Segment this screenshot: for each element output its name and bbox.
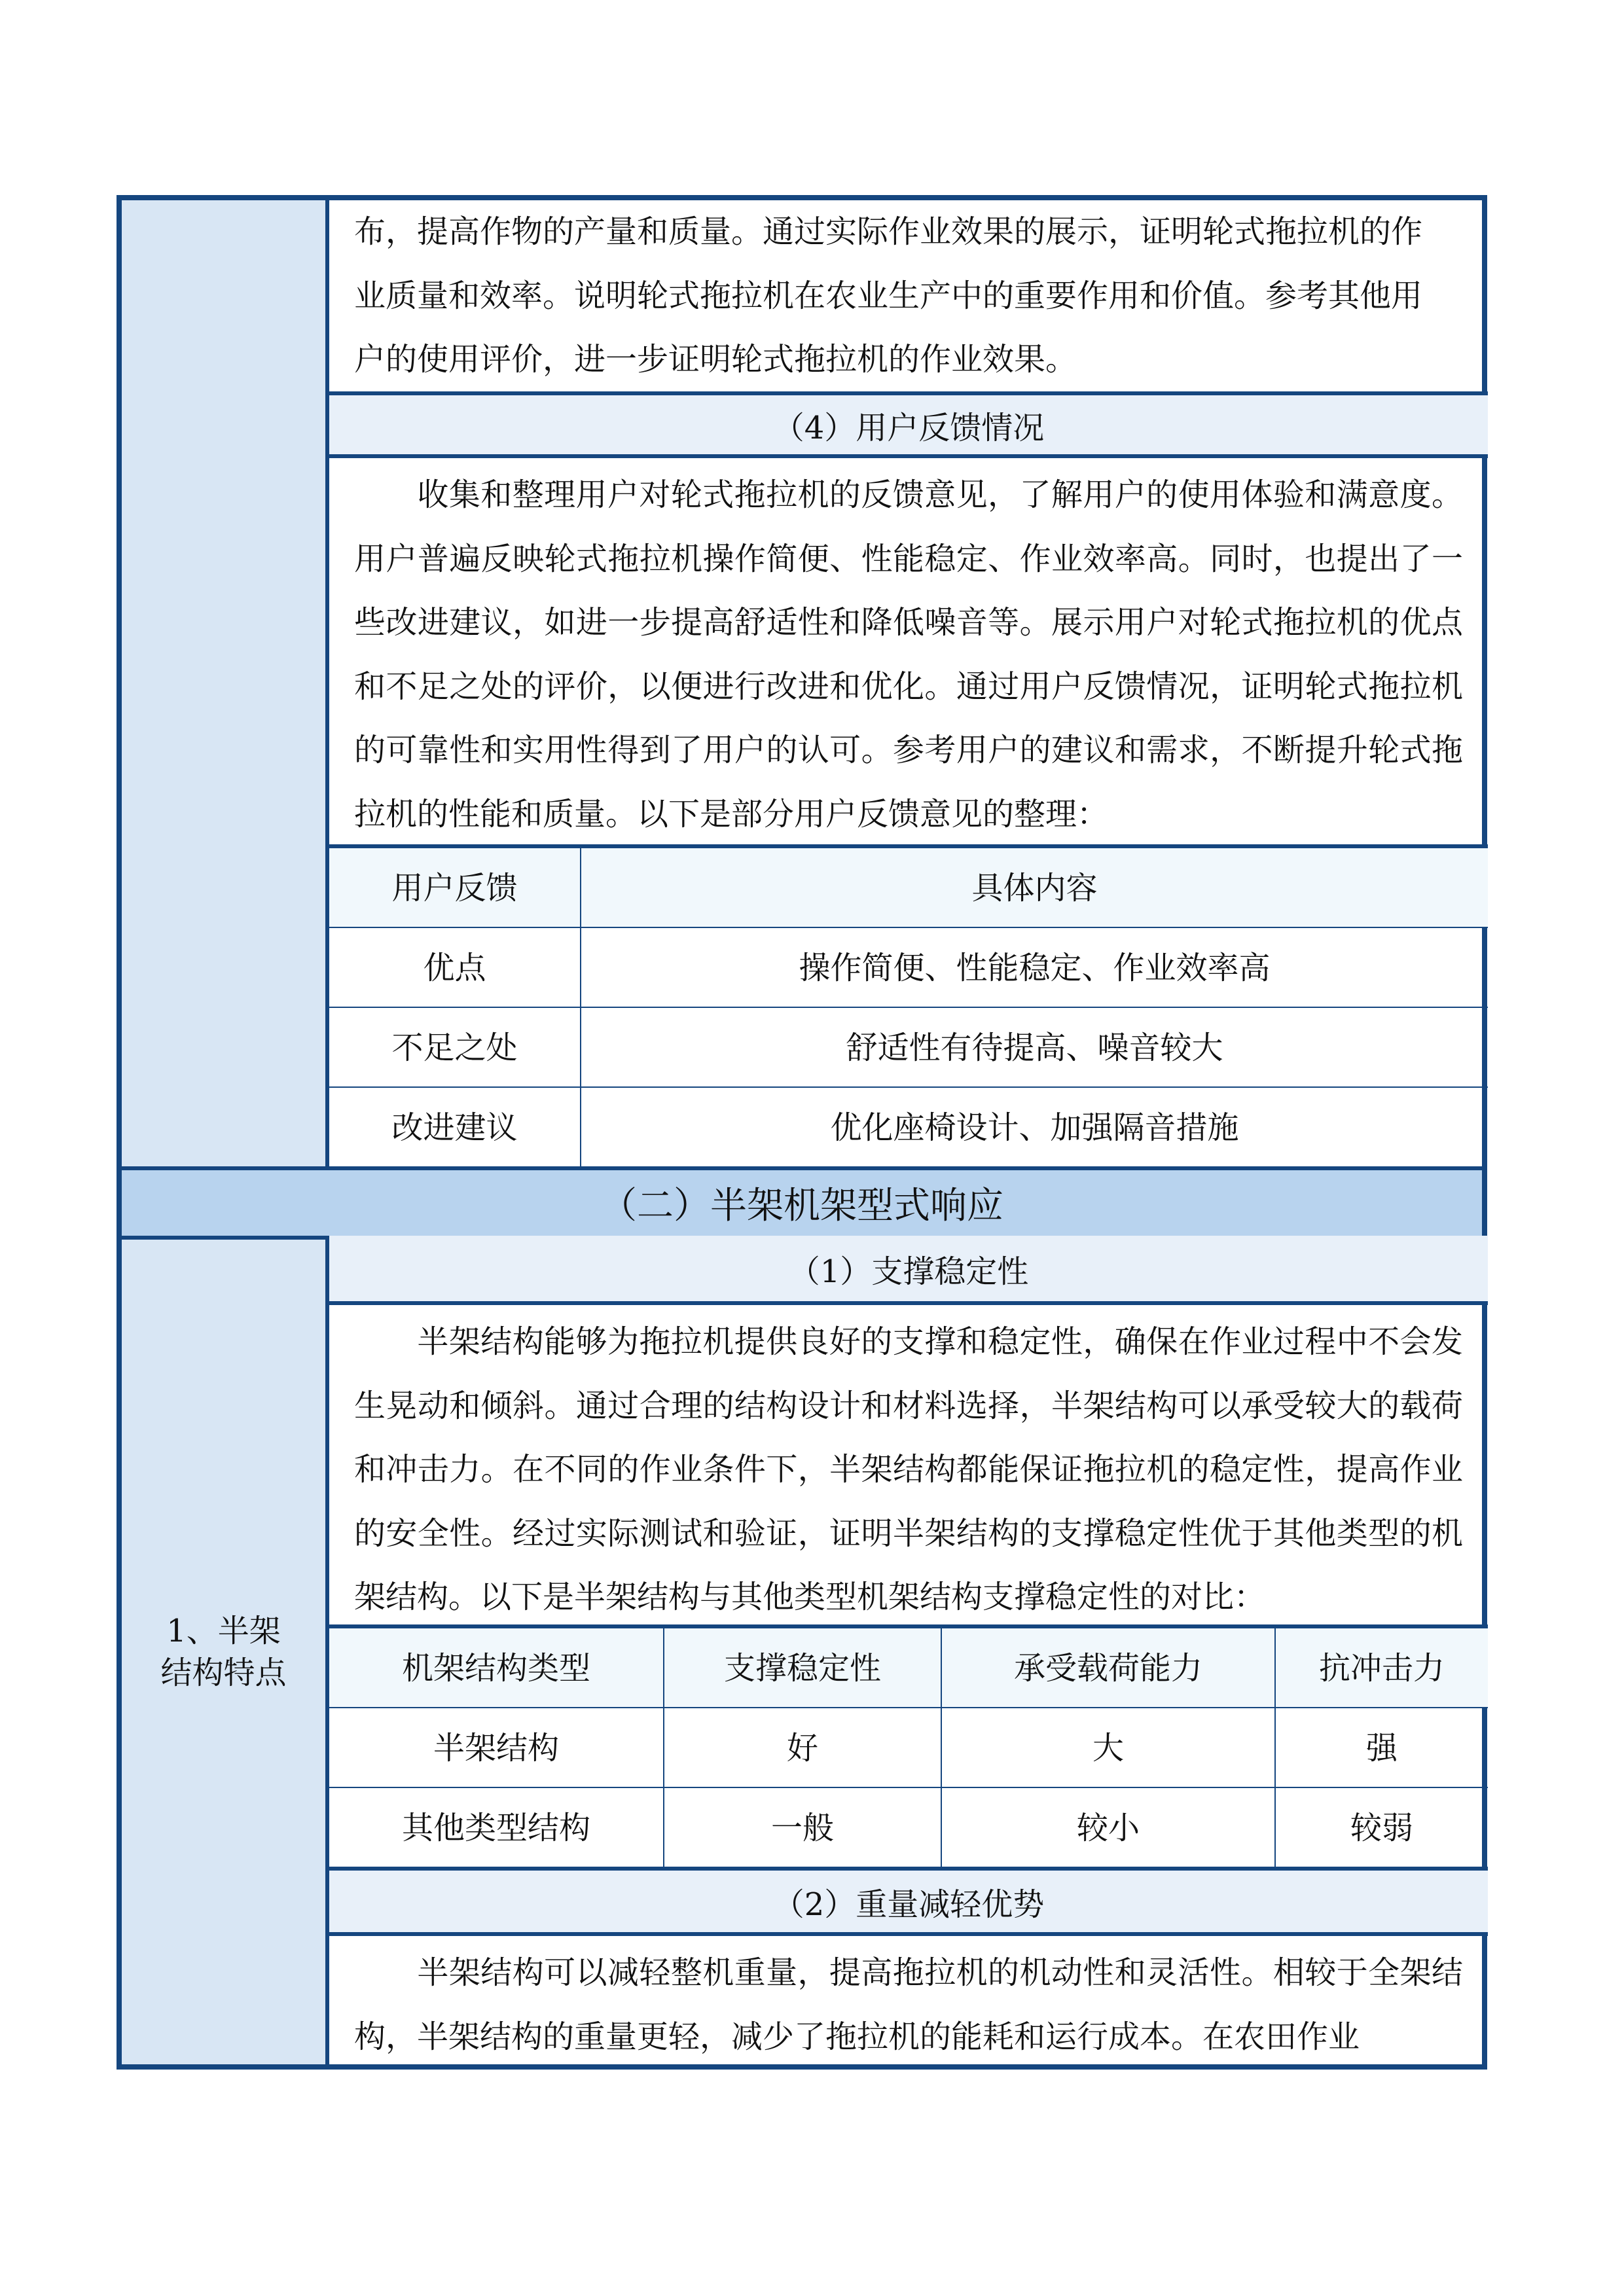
table-cell: 操作简便、性能稳定、作业效率高 — [581, 927, 1488, 1007]
paragraph-text: 半架结构可以减轻整机重量，提高拖拉机的机动性和灵活性。相较于全架结构，半架结构的重量更轻，减少了拖拉机的能耗和运行成本。在农田作业 — [354, 1954, 1463, 2055]
table-cell: 好 — [664, 1708, 941, 1787]
subheader-text: （2）重量减轻优势 — [772, 1886, 1045, 1923]
table-header-cell: 承受载荷能力 — [941, 1628, 1275, 1708]
subheader-user-feedback — [329, 391, 1488, 458]
table-cell: 一般 — [664, 1787, 941, 1867]
table-row — [329, 1087, 1488, 1166]
table-cell: 不足之处 — [329, 1007, 581, 1087]
subheader-support-stability — [329, 1236, 1488, 1305]
continued-paragraph — [329, 200, 1488, 391]
table-row — [329, 1787, 1488, 1867]
table-header-cell: 支撑稳定性 — [664, 1628, 941, 1708]
table-header-cell: 具体内容 — [581, 848, 1488, 927]
table-row — [329, 1007, 1488, 1087]
left-column-label — [122, 1240, 329, 2064]
table-header-cell: 用户反馈 — [329, 848, 581, 927]
table-cell: 强 — [1275, 1708, 1488, 1787]
frame-comparison-table — [329, 1628, 1488, 1867]
weight-reduction-paragraph — [329, 1936, 1488, 2064]
paragraph-line: 户的使用评价，进一步证明轮式拖拉机的作业效果。 — [354, 341, 1077, 378]
user-feedback-paragraph — [329, 458, 1488, 844]
table-cell: 其他类型结构 — [329, 1787, 664, 1867]
table-header-cell: 机架结构类型 — [329, 1628, 664, 1708]
table-cell: 优化座椅设计、加强隔音措施 — [581, 1087, 1488, 1166]
user-feedback-table — [329, 848, 1488, 1166]
table-cell: 半架结构 — [329, 1708, 664, 1787]
table-header-row — [329, 1628, 1488, 1708]
left-label-text: 1、半架结构特点 — [160, 1613, 287, 1691]
subheader-weight-reduction — [329, 1867, 1488, 1936]
table-cell: 改进建议 — [329, 1087, 581, 1166]
table-header-row — [329, 848, 1488, 927]
table-row — [329, 927, 1488, 1007]
table-cell: 舒适性有待提高、噪音较大 — [581, 1007, 1488, 1087]
paragraph-text: 半架结构能够为拖拉机提供良好的支撑和稳定性，确保在作业过程中不会发生晃动和倾斜。通过合理的结构设计和材料选择，半架结构可以承受较大的载荷和冲击力。在不同的作业条件下，半架结构都能保证拖拉机的稳定性，提高作业的安全性。经过实际测试和验证，证明半架结构的支撑稳定性优于其他类型的机架结构。以下是半架结构与其他类型机架结构支撑稳定性的对比： — [354, 1323, 1463, 1615]
table-header-cell: 抗冲击力 — [1275, 1628, 1488, 1708]
section-title: （二）半架机架型式响应 — [600, 1185, 1003, 1227]
table-cell: 大 — [941, 1708, 1275, 1787]
section-header — [122, 1166, 1482, 1240]
table-cell: 较小 — [941, 1787, 1275, 1867]
table-cell: 优点 — [329, 927, 581, 1007]
paragraph-text: 收集和整理用户对轮式拖拉机的反馈意见，了解用户的使用体验和满意度。用户普遍反映轮式拖拉机操作简便、性能稳定、作业效率高。同时，也提出了一些改进建议，如进一步提高舒适性和降低噪音等。展示用户对轮式拖拉机的优点和不足之处的评价，以便进行改进和优化。通过用户反馈情况，证明轮式拖拉机的可靠性和实用性得到了用户的认可。参考用户的建议和需求，不断提升轮式拖拉机的性能和质量。以下是部分用户反馈意见的整理： — [354, 476, 1463, 833]
paragraph-line: 布，提高作物的产量和质量。通过实际作业效果的展示，证明轮式拖拉机的作 — [354, 213, 1423, 250]
subheader-text: （4）用户反馈情况 — [772, 409, 1045, 446]
table-row — [329, 1708, 1488, 1787]
paragraph-line: 业质量和效率。说明轮式拖拉机在农业生产中的重要作用和价值。参考其他用 — [354, 277, 1423, 314]
table-cell: 较弱 — [1275, 1787, 1488, 1867]
support-stability-paragraph — [329, 1305, 1488, 1624]
subheader-text: （1）支撑稳定性 — [788, 1253, 1029, 1290]
left-column-blank — [122, 200, 329, 1166]
document-table-frame — [117, 195, 1487, 2070]
